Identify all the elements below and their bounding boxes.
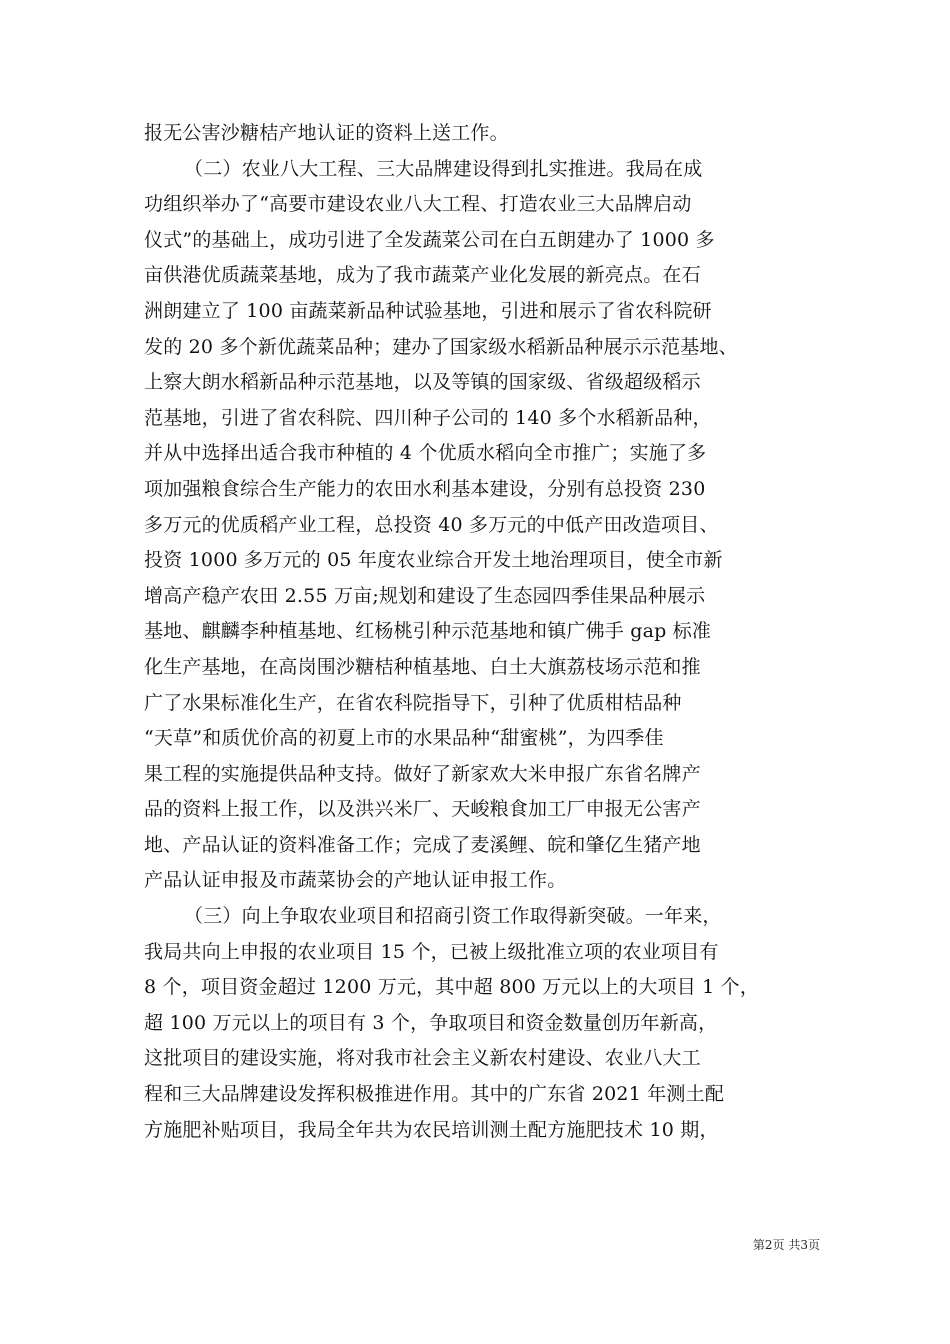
text-line: 上察大朗水稻新品种示范基地，以及等镇的国家级、省级超级稻示	[144, 371, 701, 394]
text-line: 地、产品认证的资料准备工作；完成了麦溪鲤、皖和肇亿生猪产地	[144, 833, 701, 856]
text-line: 基地、麒麟李种植基地、红杨桃引种示范基地和镇广佛手 gap 标准	[144, 620, 712, 643]
text-line: 洲朗建立了 100 亩蔬菜新品种试验基地，引进和展示了省农科院研	[144, 299, 712, 322]
text-line: 项加强粮食综合生产能力的农田水利基本建设，分别有总投资 230	[144, 477, 706, 500]
page-number-footer: 第2页 共3页	[752, 1238, 820, 1252]
text-line-section-two: （二）农业八大工程、三大品牌建设得到扎实推进。我局在成	[184, 157, 703, 180]
text-line: 我局共向上申报的农业项目 15 个，已被上级批准立项的农业项目有	[144, 940, 719, 963]
text-line: 范基地，引进了省农科院、四川种子公司的 140 多个水稻新品种，	[144, 406, 712, 429]
text-line: 投资 1000 多万元的 05 年度农业综合开发土地治理项目，使全市新	[144, 549, 723, 572]
text-line: 化生产基地，在高岗围沙糖桔种植基地、白土大旗荔枝场示范和推	[144, 655, 701, 678]
text-line-section-three: （三）向上争取农业项目和招商引资工作取得新突破。一年来，	[184, 905, 722, 928]
text-line: 仪式”的基础上，成功引进了全发蔬菜公司在白五朗建办了 1000 多	[144, 228, 715, 251]
text-line: 增高产稳产农田 2.55 万亩;规划和建设了生态园四季佳果品种展示	[144, 584, 706, 607]
text-line: 品的资料上报工作，以及洪兴米厂、天峻粮食加工厂申报无公害产	[144, 798, 701, 821]
text-line: 果工程的实施提供品种支持。做好了新家欢大米申报广东省名牌产	[144, 762, 701, 785]
text-line: 8 个，项目资金超过 1200 万元，其中超 800 万元以上的大项目 1 个，	[144, 976, 760, 999]
text-line: 方施肥补贴项目，我局全年共为农民培训测土配方施肥技术 10 期，	[144, 1118, 719, 1141]
text-line: 这批项目的建设实施，将对我市社会主义新农村建设、农业八大工	[144, 1047, 701, 1070]
text-line: 并从中选择出适合我市种植的 4 个优质水稻向全市推广；实施了多	[144, 442, 707, 465]
text-line: 超 100 万元以上的项目有 3 个，争取项目和资金数量创历年新高，	[144, 1011, 718, 1034]
text-line: 发的 20 多个新优蔬菜品种；建办了国家级水稻新品种展示示范基地、	[144, 335, 738, 358]
text-line: 程和三大品牌建设发挥积极推进作用。其中的广东省 2021 年测土配	[144, 1083, 725, 1106]
text-line: 亩供港优质蔬菜基地，成为了我市蔬菜产业化发展的新亮点。在石	[144, 264, 701, 287]
text-line: 功组织举办了“高要市建设农业八大工程、打造农业三大品牌启动	[144, 193, 692, 216]
text-line: 产品认证申报及市蔬菜协会的产地认证申报工作。	[144, 869, 567, 892]
text-line: 报无公害沙糖桔产地认证的资料上送工作。	[144, 122, 509, 144]
text-line: 广了水果标准化生产，在省农科院指导下，引种了优质柑桔品种	[144, 691, 682, 714]
text-line: “天草”和质优价高的初夏上市的水果品种“甜蜜桃”，为四季佳	[144, 727, 664, 750]
document-body	[144, 116, 824, 1148]
text-line: 多万元的优质稻产业工程，总投资 40 多万元的中低产田改造项目、	[144, 513, 719, 536]
